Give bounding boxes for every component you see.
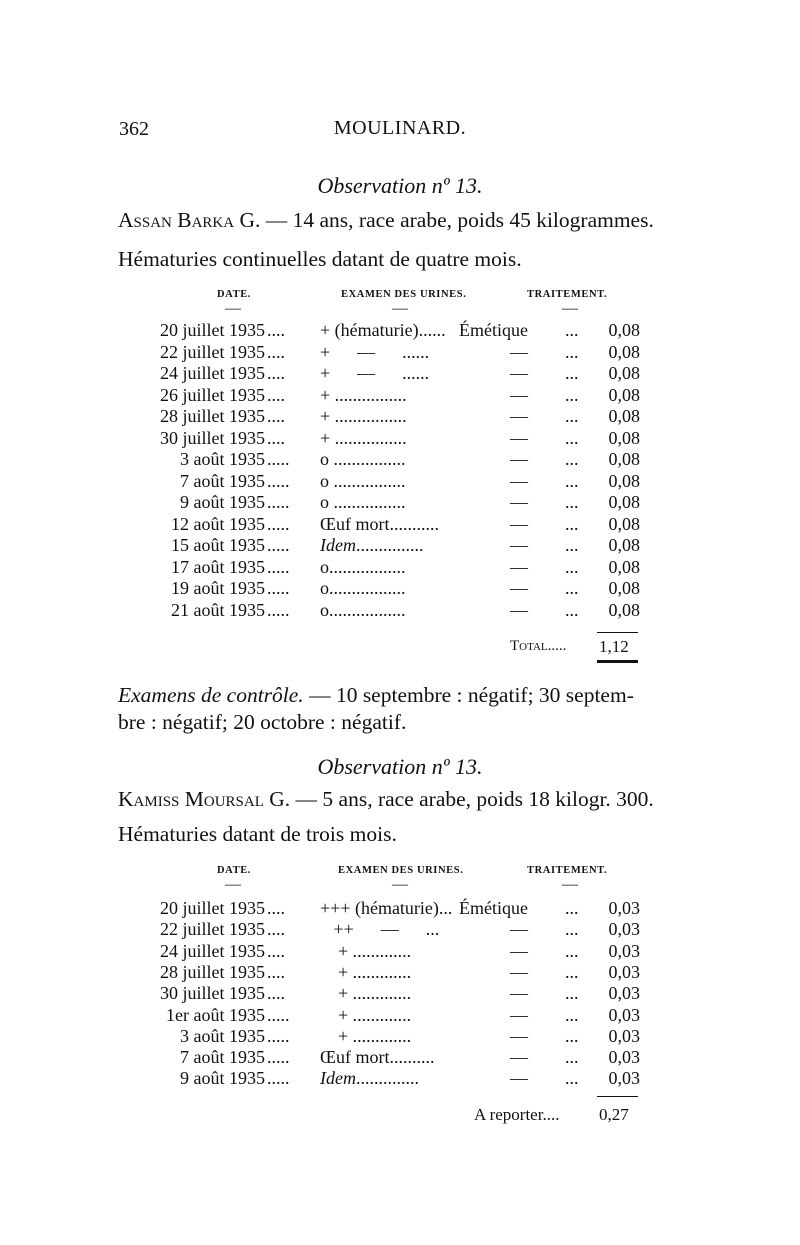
carry-forward-label: A reporter.... xyxy=(474,1105,560,1124)
row-date: 30 juillet 1935 xyxy=(160,427,265,448)
control-exams-results: — 10 septembre : négatif; 30 septem- xyxy=(303,683,634,707)
observation-2-title: Observation nº 13. xyxy=(317,754,483,779)
row-dose: 0,08 xyxy=(608,406,640,426)
row-urine-exam: Œuf mort.......... xyxy=(320,1047,435,1068)
patient-details: G. — 14 ans, race arabe, poids 45 kilogrammes. xyxy=(234,208,654,232)
row-treatment: — xyxy=(510,427,528,448)
row-urine-exam: + ............. xyxy=(320,961,412,982)
header-dash: — xyxy=(392,300,408,317)
row-treatment: — xyxy=(510,406,528,426)
row-date: 9 août 1935 xyxy=(180,1068,265,1089)
row-leader-dots: ... xyxy=(565,449,579,469)
row-treatment: Émétique xyxy=(459,320,528,340)
row-urine-exam: o ................ xyxy=(320,492,406,512)
row-date: 1er août 1935 xyxy=(166,1004,265,1025)
row-date: 22 juillet 1935 xyxy=(160,341,265,362)
control-exams-line-1 xyxy=(118,683,634,708)
row-leader-dots: .... xyxy=(267,919,285,940)
row-treatment: — xyxy=(510,983,528,1004)
row-dose: 0,03 xyxy=(608,961,640,982)
observation-1-patient xyxy=(118,208,654,233)
row-treatment: Émétique xyxy=(459,898,528,918)
row-treatment: — xyxy=(510,1068,528,1089)
table-row xyxy=(0,578,800,600)
row-date: 7 août 1935 xyxy=(180,470,265,491)
row-urine-exam: + ............. xyxy=(320,983,412,1004)
row-leader-dots: ..... xyxy=(267,556,290,577)
row-leader-dots: ..... xyxy=(267,492,290,512)
row-leader-dots: ... xyxy=(565,513,579,534)
row-leader-dots: ... xyxy=(565,535,579,555)
row-treatment: — xyxy=(510,449,528,469)
row-treatment: — xyxy=(510,384,528,405)
column-header-exam: EXAMEN DES URINES. xyxy=(341,289,467,300)
table-row xyxy=(0,535,800,557)
row-date: 22 juillet 1935 xyxy=(160,919,265,940)
row-leader-dots: .... xyxy=(267,983,285,1004)
row-treatment: — xyxy=(510,470,528,491)
row-treatment: — xyxy=(510,492,528,512)
row-date: 28 juillet 1935 xyxy=(160,961,265,982)
row-date: 26 juillet 1935 xyxy=(160,384,265,405)
column-header-treatment: TRAITEMENT. xyxy=(527,865,608,876)
row-leader-dots: ..... xyxy=(267,1068,290,1089)
row-dose: 0,08 xyxy=(608,427,640,448)
row-urine-exam: +++ (hématurie)... xyxy=(320,898,453,918)
row-treatment: — xyxy=(510,363,528,383)
row-date: 30 juillet 1935 xyxy=(160,983,265,1004)
row-leader-dots: .... xyxy=(267,320,285,340)
page-number: 362 xyxy=(119,118,149,140)
row-leader-dots: ... xyxy=(565,384,579,405)
table-row xyxy=(0,428,800,450)
row-dose: 0,03 xyxy=(608,1025,640,1046)
row-urine-exam: + ................ xyxy=(320,427,407,448)
table-row xyxy=(0,492,800,514)
row-treatment: — xyxy=(510,599,528,620)
row-date: 3 août 1935 xyxy=(180,1025,265,1046)
row-urine-exam: + ............. xyxy=(320,940,412,961)
row-leader-dots: .... xyxy=(267,898,285,918)
row-date: 17 août 1935 xyxy=(171,556,265,577)
row-leader-dots: ..... xyxy=(267,535,290,555)
row-urine-exam: + — ...... xyxy=(320,363,430,383)
total-rule xyxy=(597,632,638,633)
row-leader-dots: ... xyxy=(565,599,579,620)
patient-name: Kamiss Moursal xyxy=(118,787,264,811)
row-urine-exam: o................. xyxy=(320,556,406,577)
row-urine-exam: + ................ xyxy=(320,384,407,405)
row-dose: 0,08 xyxy=(608,363,640,383)
table-row xyxy=(0,919,800,941)
row-leader-dots: .... xyxy=(267,384,285,405)
row-urine-exam: Idem............... xyxy=(320,535,424,555)
row-treatment: — xyxy=(510,940,528,961)
observation-1-title: Observation nº 13. xyxy=(317,173,483,198)
row-date: 20 juillet 1935 xyxy=(160,898,265,918)
row-date: 19 août 1935 xyxy=(171,578,265,598)
row-dose: 0,03 xyxy=(608,1004,640,1025)
control-exams-line-2: bre : négatif; 20 octobre : négatif. xyxy=(118,710,407,734)
carry-forward-value: 0,27 xyxy=(599,1105,629,1124)
row-leader-dots: ..... xyxy=(267,1004,290,1025)
total-double-rule xyxy=(597,660,638,663)
row-leader-dots: ..... xyxy=(267,1047,290,1068)
row-leader-dots: ... xyxy=(565,1025,579,1046)
row-date: 21 août 1935 xyxy=(171,599,265,620)
table-row xyxy=(0,385,800,407)
row-urine-exam: + — ...... xyxy=(320,341,430,362)
row-urine-exam: + (hématurie)...... xyxy=(320,320,446,340)
row-leader-dots: ... xyxy=(565,492,579,512)
row-leader-dots: .... xyxy=(267,341,285,362)
row-urine-exam: + ............. xyxy=(320,1025,412,1046)
row-dose: 0,08 xyxy=(608,513,640,534)
header-dash: — xyxy=(225,300,241,317)
row-leader-dots: ... xyxy=(565,578,579,598)
row-treatment: — xyxy=(510,1047,528,1068)
row-leader-dots: ... xyxy=(565,940,579,961)
patient-name: Assan Barka xyxy=(118,208,235,232)
row-leader-dots: ... xyxy=(565,470,579,491)
row-treatment: — xyxy=(510,919,528,940)
row-leader-dots: .... xyxy=(267,427,285,448)
row-dose: 0,08 xyxy=(608,341,640,362)
observation-2-history: Hématuries datant de trois mois. xyxy=(118,822,397,846)
row-urine-exam: o................. xyxy=(320,578,406,598)
total-value: 1,12 xyxy=(599,637,629,656)
row-leader-dots: ..... xyxy=(267,449,290,469)
row-dose: 0,03 xyxy=(608,898,640,918)
row-leader-dots: .... xyxy=(267,940,285,961)
table-row xyxy=(0,363,800,385)
row-dose: 0,08 xyxy=(608,556,640,577)
table-row xyxy=(0,898,800,920)
table-row xyxy=(0,1047,800,1069)
table-row xyxy=(0,406,800,428)
running-head: MOULINARD. xyxy=(333,117,467,139)
row-date: 20 juillet 1935 xyxy=(160,320,265,340)
row-leader-dots: ... xyxy=(565,1047,579,1068)
row-treatment: — xyxy=(510,1004,528,1025)
row-treatment: — xyxy=(510,513,528,534)
row-leader-dots: ... xyxy=(565,961,579,982)
table-row xyxy=(0,1068,800,1090)
table-row xyxy=(0,941,800,963)
table-row xyxy=(0,449,800,471)
table-row xyxy=(0,514,800,536)
row-dose: 0,08 xyxy=(608,492,640,512)
row-urine-exam: Idem.............. xyxy=(320,1068,419,1089)
row-urine-exam: ++ — ... xyxy=(320,919,440,940)
row-treatment: — xyxy=(510,961,528,982)
table-row xyxy=(0,1005,800,1027)
column-header-exam: EXAMEN DES URINES. xyxy=(338,865,464,876)
row-dose: 0,08 xyxy=(608,578,640,598)
row-date: 9 août 1935 xyxy=(180,492,265,512)
row-dose: 0,08 xyxy=(608,470,640,491)
row-leader-dots: ..... xyxy=(267,578,290,598)
header-dash: — xyxy=(562,876,578,893)
observation-2-patient xyxy=(118,787,654,812)
row-urine-exam: + ............. xyxy=(320,1004,412,1025)
table-row xyxy=(0,600,800,622)
row-dose: 0,08 xyxy=(608,535,640,555)
row-leader-dots: ..... xyxy=(267,1025,290,1046)
table-row xyxy=(0,983,800,1005)
row-leader-dots: ..... xyxy=(267,599,290,620)
table-row xyxy=(0,557,800,579)
row-date: 7 août 1935 xyxy=(180,1047,265,1068)
row-leader-dots: .... xyxy=(267,363,285,383)
table-row xyxy=(0,320,800,342)
row-date: 24 juillet 1935 xyxy=(160,363,265,383)
row-date: 3 août 1935 xyxy=(180,449,265,469)
row-dose: 0,08 xyxy=(608,384,640,405)
row-leader-dots: ... xyxy=(565,341,579,362)
row-date: 15 août 1935 xyxy=(171,535,265,555)
row-treatment: — xyxy=(510,1025,528,1046)
row-dose: 0,08 xyxy=(608,320,640,340)
total-label-text: Total..... xyxy=(510,638,567,654)
header-dash: — xyxy=(562,300,578,317)
row-urine-exam: o ................ xyxy=(320,470,406,491)
row-leader-dots: ... xyxy=(565,1004,579,1025)
column-header-date: DATE. xyxy=(217,289,252,300)
row-dose: 0,03 xyxy=(608,919,640,940)
row-dose: 0,03 xyxy=(608,983,640,1004)
row-dose: 0,08 xyxy=(608,449,640,469)
row-leader-dots: ..... xyxy=(267,470,290,491)
table-row xyxy=(0,342,800,364)
row-dose: 0,08 xyxy=(608,599,640,620)
row-leader-dots: ... xyxy=(565,406,579,426)
row-leader-dots: ... xyxy=(565,556,579,577)
row-leader-dots: ... xyxy=(565,320,579,340)
row-leader-dots: .... xyxy=(267,961,285,982)
row-urine-exam: o ................ xyxy=(320,449,406,469)
row-urine-exam: Œuf mort........... xyxy=(320,513,439,534)
row-treatment: — xyxy=(510,578,528,598)
patient-details: G. — 5 ans, race arabe, poids 18 kilogr. 300. xyxy=(263,787,654,811)
row-leader-dots: ... xyxy=(565,427,579,448)
row-leader-dots: ... xyxy=(565,898,579,918)
total-label xyxy=(510,638,566,655)
row-treatment: — xyxy=(510,535,528,555)
row-leader-dots: ... xyxy=(565,363,579,383)
carry-rule xyxy=(597,1096,638,1097)
row-dose: 0,03 xyxy=(608,940,640,961)
row-date: 28 juillet 1935 xyxy=(160,406,265,426)
table-row xyxy=(0,1026,800,1048)
header-dash: — xyxy=(225,876,241,893)
header-dash: — xyxy=(392,876,408,893)
row-leader-dots: .... xyxy=(267,406,285,426)
row-date: 12 août 1935 xyxy=(171,513,265,534)
row-leader-dots: ... xyxy=(565,1068,579,1089)
observation-1-history: Hématuries continuelles datant de quatre mois. xyxy=(118,247,522,271)
row-leader-dots: ... xyxy=(565,919,579,940)
table-row xyxy=(0,471,800,493)
column-header-treatment: TRAITEMENT. xyxy=(527,289,608,300)
table-row xyxy=(0,962,800,984)
row-date: 24 juillet 1935 xyxy=(160,940,265,961)
row-urine-exam: + ................ xyxy=(320,406,407,426)
column-header-date: DATE. xyxy=(217,865,252,876)
row-urine-exam: o................. xyxy=(320,599,406,620)
row-leader-dots: ... xyxy=(565,983,579,1004)
row-leader-dots: ..... xyxy=(267,513,290,534)
row-treatment: — xyxy=(510,341,528,362)
row-dose: 0,03 xyxy=(608,1047,640,1068)
row-treatment: — xyxy=(510,556,528,577)
control-exams-label: Examens de contrôle. xyxy=(118,683,304,707)
row-dose: 0,03 xyxy=(608,1068,640,1089)
